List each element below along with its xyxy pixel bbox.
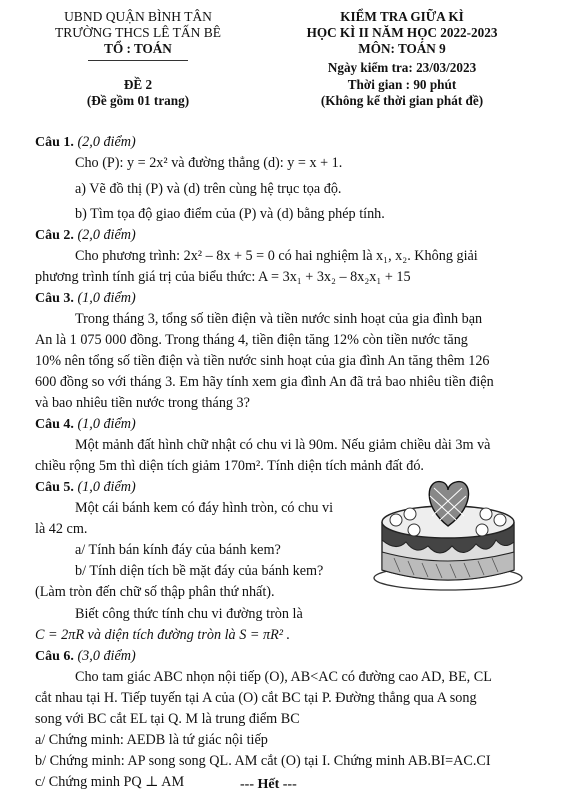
q2-points: (2,0 điểm) [77,227,136,243]
q1-part-b: b) Tìm tọa độ giao điểm của (P) và (d) bằng phép tính. [75,206,385,222]
q5-formula: C = 2πR và diện tích đường tròn là S = πR² . [35,627,291,643]
semester-year: HỌC KÌ II NĂM HỌC 2022-2023 [306,25,498,40]
q5-points: (1,0 điểm) [77,479,136,495]
q5-line-2: là 42 cm. [35,521,88,537]
department-name: TỔ : TOÁN [104,41,172,56]
q1-intro: Cho (P): y = 2x² và đường thẳng (d): y = x + 1. [75,155,343,171]
q2-heading [35,226,136,245]
q6-line-1: Cho tam giác ABC nhọn nội tiếp (O), AB<AC có đường cao AD, BE, CL [75,669,492,685]
school-name: TRƯỜNG THCS LÊ TẤN BÊ [55,25,221,40]
header-left-underline [88,60,188,61]
cake-illustration [364,470,534,595]
q3-points: (1,0 điểm) [77,290,136,306]
q3-line-4: 600 đồng so với tháng 3. Em hãy tính xem gia đình An đã trả bao nhiêu tiền điện [35,374,494,390]
q2-title: Câu 2. [35,228,74,243]
q3-heading [35,289,136,308]
q5-line-3: Biết công thức tính chu vi đường tròn là [75,606,303,622]
q6-line-2: cắt nhau tại H. Tiếp tuyến tại A của (O) cắt BC tại P. Đường thẳng qua A song [35,690,477,706]
duration-note: (Không kể thời gian phát đề) [320,93,484,108]
exam-code: ĐỀ 2 [123,77,153,92]
q1-part-a: a) Vẽ đồ thị (P) và (d) trên cùng hệ trục tọa độ. [75,181,342,197]
q3-line-2: An là 1 075 000 đồng. Trong tháng 4, tiền điện tăng 12% còn tiền nước tăng [35,332,468,348]
q1-heading [35,133,136,152]
q5-rounding-note: (Làm tròn đến chữ số thập phân thứ nhất). [35,584,275,600]
q3-line-5: và bao nhiêu tiền nước trong tháng 3? [35,395,250,411]
exam-title: KIỂM TRA GIỮA KÌ [340,9,464,24]
q1-points: (2,0 điểm) [77,134,136,150]
q6-points: (3,0 điểm) [77,648,136,664]
q2-line-1: Cho phương trình: 2x² – 8x + 5 = 0 có hai nghiệm là x₁, x₂. Không giải [75,248,478,264]
q5-heading [35,478,136,497]
q6-line-3: song với BC cắt EL tại Q. M là trung điểm BC [35,711,300,727]
q4-title: Câu 4. [35,417,74,432]
q4-points: (1,0 điểm) [77,416,136,432]
q6-part-b: b/ Chứng minh: AP song song QL. AM cắt (O) tại I. Chứng minh AB.BI=AC.CI [35,753,491,769]
q4-heading [35,415,136,434]
district-name: UBND QUẬN BÌNH TÂN [64,9,212,24]
exam-duration: Thời gian : 90 phút [347,77,457,92]
q6-heading [35,647,136,666]
q4-line-1: Một mảnh đất hình chữ nhật có chu vi là 90m. Nếu giảm chiều dài 3m và [75,437,491,453]
subject: MÔN: TOÁN 9 [358,41,446,56]
q3-title: Câu 3. [35,291,74,306]
q5-part-a: a/ Tính bán kính đáy của bánh kem? [75,542,281,558]
q3-line-1: Trong tháng 3, tổng số tiền điện và tiền nước sinh hoạt của gia đình bạn [75,311,483,327]
q1-title: Câu 1. [35,135,74,150]
q3-line-3: 10% nên tổng số tiền điện và tiền nước sinh hoạt của gia đình An tăng thêm 126 [35,353,490,369]
q6-title: Câu 6. [35,649,74,664]
q6-part-c: c/ Chứng minh PQ ⊥ AM [35,774,185,790]
page-count-note: (Đề gồm 01 trang) [86,93,190,108]
q2-line-2: phương trình tính giá trị của biểu thức: A = 3x₁ + 3x₂ – 8x₂x₁ + 15 [35,269,411,285]
exam-date: Ngày kiểm tra: 23/03/2023 [327,60,477,75]
q5-line-1: Một cái bánh kem có đáy hình tròn, có chu vi [75,500,334,516]
q5-part-b: b/ Tính diện tích bề mặt đáy của bánh kem? [75,563,324,579]
end-marker: --- Hết --- [240,777,297,792]
q4-line-2: chiều rộng 5m thì diện tích giảm 170m². Tính diện tích mảnh đất đó. [35,458,424,474]
q5-title: Câu 5. [35,480,74,495]
q6-part-a: a/ Chứng minh: AEDB là tứ giác nội tiếp [35,732,268,748]
